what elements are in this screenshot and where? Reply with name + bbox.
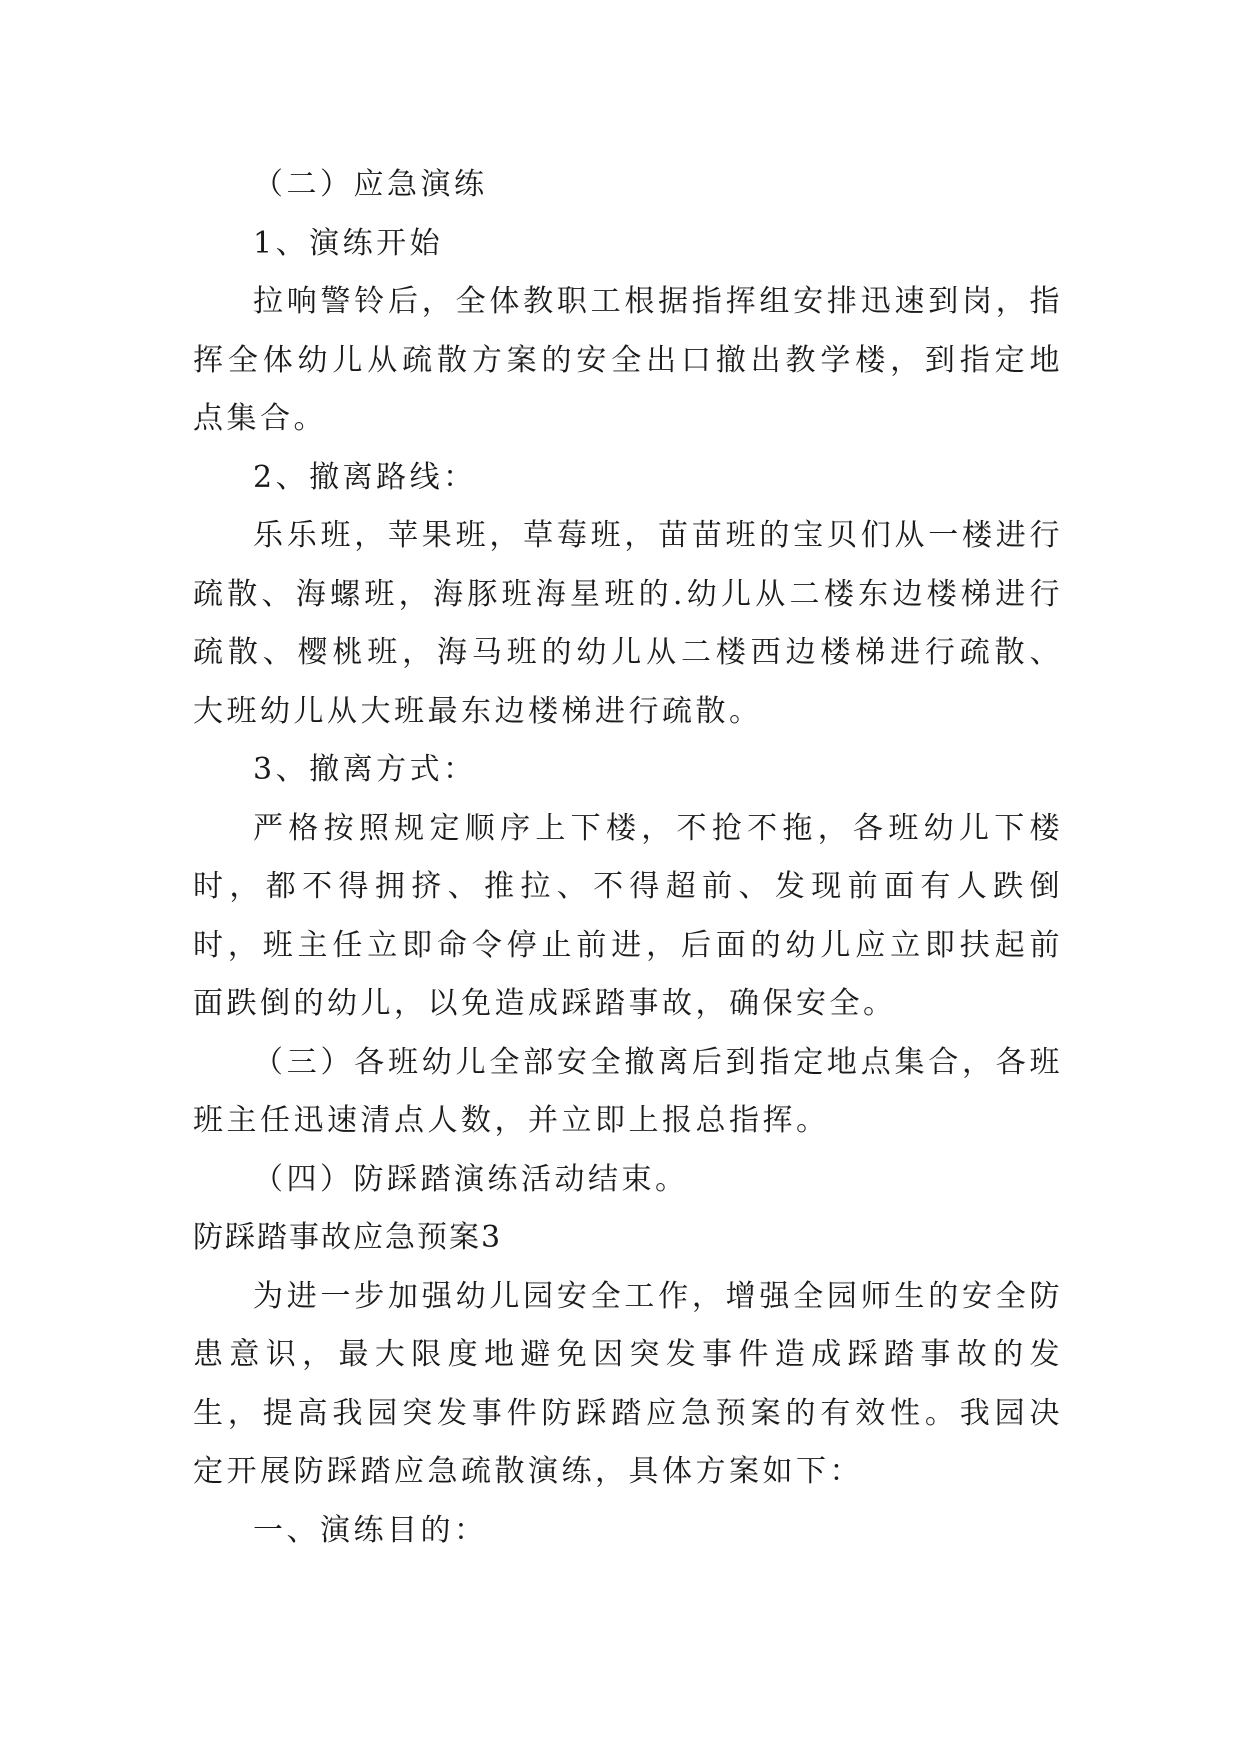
paragraph-evacuation-method: 严格按照规定顺序上下楼，不抢不拖，各班幼儿下楼时，都不得拥挤、推拉、不得超前、发现前面有人跌倒时，班主任立即命令停止前进，后面的幼儿应立即扶起前面跌倒的幼儿，以免造成踩踏事故，确保安全。: [193, 810, 1063, 1021]
item-evacuation-route: 2、撤离路线：: [253, 459, 477, 495]
section-drill-purpose: 一、演练目的：: [253, 1512, 488, 1548]
section-drill-end: （四）防踩踏演练活动结束。: [253, 1161, 689, 1197]
paragraph-intro: 为进一步加强幼儿园安全工作，增强全园师生的安全防患意识，最大限度地避免因突发事件造成踩踏事故的发生，提高我园突发事件防踩踏应急预案的有效性。我园决定开展防踩踏应急疏散演练，具体方案如下：: [193, 1278, 1063, 1489]
plan-title: 防踩踏事故应急预案3: [193, 1220, 503, 1255]
section-assembly: （三）各班幼儿全部安全撤离后到指定地点集合，各班班主任迅速清点人数，并立即上报总指挥。: [193, 1044, 1063, 1138]
item-drill-start: 1、演练开始: [253, 225, 444, 261]
section-heading-emergency-drill: （二）应急演练: [253, 167, 488, 202]
paragraph-evacuation-route: 乐乐班，苹果班，草莓班，苗苗班的宝贝们从一楼进行疏散、海螺班，海豚班海星班的.幼儿从二楼东边楼梯进行疏散、樱桃班，海马班的幼儿从二楼西边楼梯进行疏散、大班幼儿从大班最东边楼梯进行疏散。: [193, 518, 1063, 729]
item-evacuation-method: 3、撤离方式：: [253, 752, 477, 787]
paragraph-drill-start: 拉响警铃后，全体教职工根据指挥组安排迅速到岗，指挥全体幼儿从疏散方案的安全出口撤出教学楼，到指定地点集合。: [193, 284, 1063, 436]
document-body: [193, 156, 1063, 1560]
